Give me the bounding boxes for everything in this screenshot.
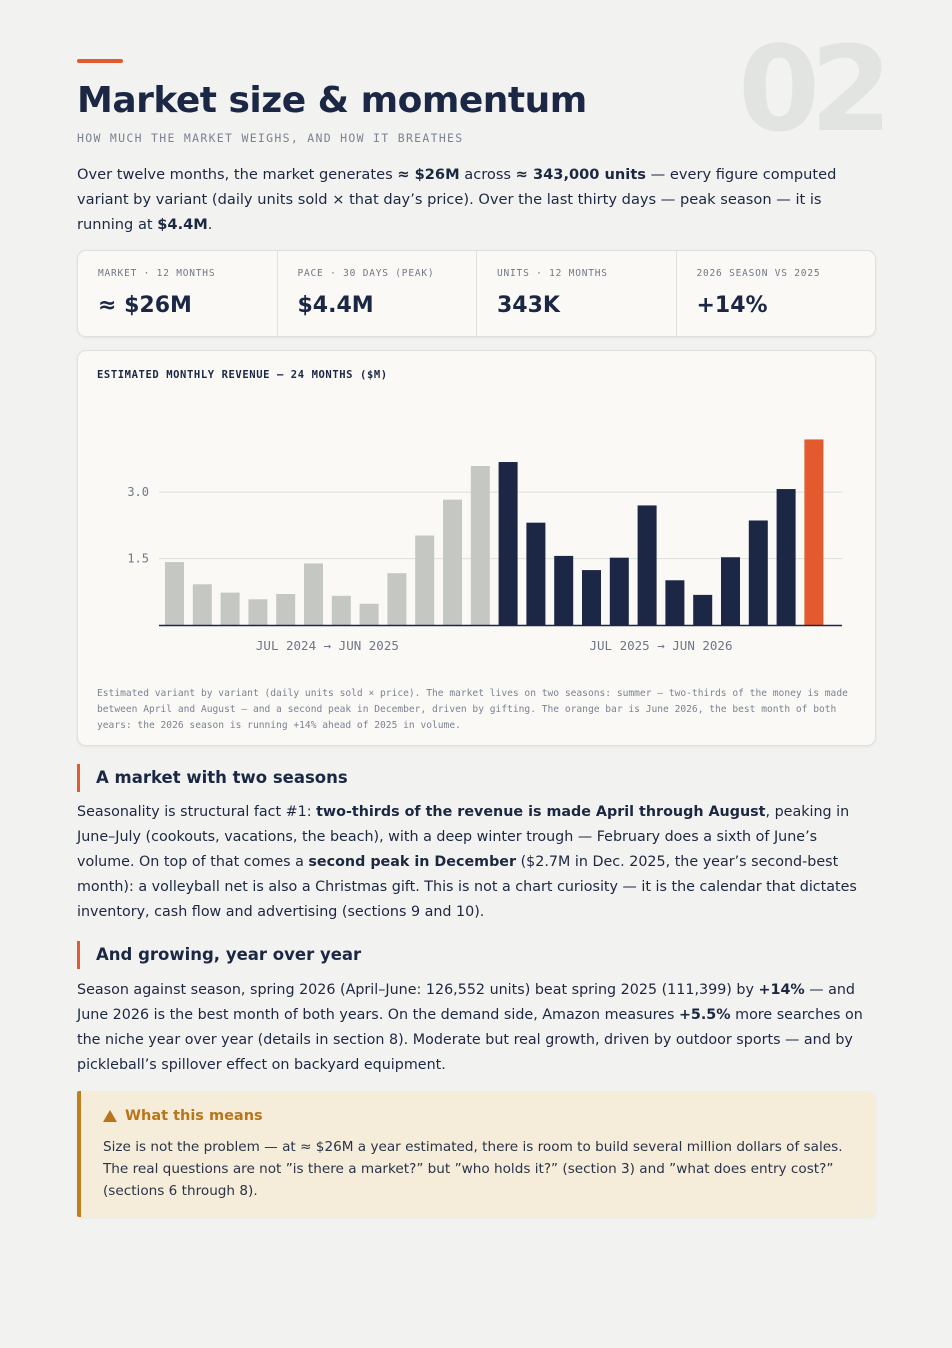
warning-icon bbox=[103, 1110, 117, 1122]
section-heading-seasons: A market with two seasons bbox=[77, 764, 348, 792]
kpi-market bbox=[78, 251, 278, 336]
seasons-paragraph: Seasonality is structural fact #1: two-thirds of the revenue is made April through August, peaking in June–July (cookouts, vacations, the beach), with a deep winter trough — February does a sixth of June’s volume. On top of that comes a second peak in December ($2.7M in Dec. 2025, the year’s second-best month): a volleyball net is also a Christmas gift. This is not a chart curiosity — it is the calendar that dictates inventory, cash flow and advertising (sections 9 and 10). bbox=[77, 804, 857, 920]
intro-paragraph: Over twelve months, the market generates ≈ $26M across ≈ 343,000 units — every figure computed variant by variant (daily units sold × that day’s price). Over the last thirty days — peak season — it is running at $4.4M. bbox=[77, 166, 837, 233]
bar-current-year bbox=[526, 523, 545, 625]
kpi-label: PACE · 30 DAYS (PEAK) bbox=[297, 268, 435, 279]
page-subtitle: HOW MUCH THE MARKET WEIGHS, AND HOW IT BREATHES bbox=[77, 131, 464, 145]
bar-prior-year bbox=[276, 594, 295, 625]
bar-prior-year bbox=[304, 563, 323, 625]
bar-prior-year bbox=[471, 466, 490, 625]
kpi-label: 2026 SEASON VS 2025 bbox=[696, 268, 821, 279]
bar-prior-year bbox=[415, 536, 434, 625]
kpi-label: MARKET · 12 MONTHS bbox=[98, 268, 216, 279]
bar-prior-year bbox=[387, 573, 406, 625]
accent-bar bbox=[77, 59, 123, 63]
kpi-strip bbox=[77, 250, 876, 337]
revenue-bar-chart bbox=[78, 351, 877, 681]
kpi-units bbox=[477, 251, 677, 336]
bar-prior-year bbox=[360, 604, 379, 625]
bar-prior-year bbox=[443, 500, 462, 625]
revenue-chart-card bbox=[77, 350, 876, 746]
kpi-value: 343K bbox=[497, 293, 560, 318]
kpi-season bbox=[677, 251, 876, 336]
section-number: 02 bbox=[738, 20, 883, 158]
bar-current-year bbox=[638, 505, 657, 625]
chart-title: ESTIMATED MONTHLY REVENUE — 24 MONTHS ($M) bbox=[97, 369, 388, 381]
bar-current-year bbox=[693, 595, 712, 625]
bar-prior-year bbox=[193, 584, 212, 625]
y-tick-label: 3.0 bbox=[127, 485, 149, 500]
kpi-value: $4.4M bbox=[297, 293, 374, 318]
growth-paragraph: Season against season, spring 2026 (April–June: 126,552 units) beat spring 2025 (111,399) by +14% — and June 2026 is the best month of both years. On the demand side, Amazon measures +5.5% more searches on the niche year over year (details in section 8). Moderate but real growth, driven by outdoor sports — and by pickleball’s spillover effect on backyard equipment. bbox=[77, 982, 863, 1073]
bar-current-year bbox=[721, 557, 740, 625]
page-title: Market size & momentum bbox=[77, 80, 587, 121]
chart-caption: Estimated variant by variant (daily units sold × price). The market lives on two seasons: summer — two-thirds of the money is made between April and August — and a second peak in December, driven by gifting. The orange bar is June 2026, the best month of both years: the 2026 season is running +14% ahead of 2025 in volume. bbox=[97, 688, 848, 731]
y-tick-label: 1.5 bbox=[127, 551, 149, 566]
callout-header bbox=[103, 1108, 263, 1124]
callout-heading: What this means bbox=[125, 1108, 263, 1124]
x-group-label: JUL 2024 → JUN 2025 bbox=[255, 638, 399, 653]
kpi-label: UNITS · 12 MONTHS bbox=[497, 268, 608, 279]
bar-current-year bbox=[749, 520, 768, 625]
bar-prior-year bbox=[165, 562, 184, 625]
bar-current-year bbox=[554, 556, 573, 625]
kpi-value: ≈ $26M bbox=[98, 293, 192, 318]
bar-current-year bbox=[582, 570, 601, 625]
section-heading-growth: And growing, year over year bbox=[77, 941, 361, 969]
bar-prior-year bbox=[332, 596, 351, 625]
bar-prior-year bbox=[248, 599, 267, 625]
bar-current-year bbox=[665, 580, 684, 625]
callout-text: Size is not the problem — at ≈ $26M a year estimated, there is room to build several million dollars of sales. The real questions are not ”is there a market?” but ”who holds it?” (section 3) and ”what does entry cost?” (sections 6 through 8). bbox=[103, 1139, 843, 1199]
kpi-pace bbox=[278, 251, 478, 336]
x-group-label: JUL 2025 → JUN 2026 bbox=[589, 638, 733, 653]
bar-current-year bbox=[777, 489, 796, 625]
insight-callout bbox=[77, 1091, 876, 1217]
bar-current-year bbox=[499, 462, 518, 625]
kpi-value: +14% bbox=[696, 293, 768, 318]
bar-highlight bbox=[804, 439, 823, 625]
bar-current-year bbox=[610, 558, 629, 625]
bar-prior-year bbox=[221, 593, 240, 625]
